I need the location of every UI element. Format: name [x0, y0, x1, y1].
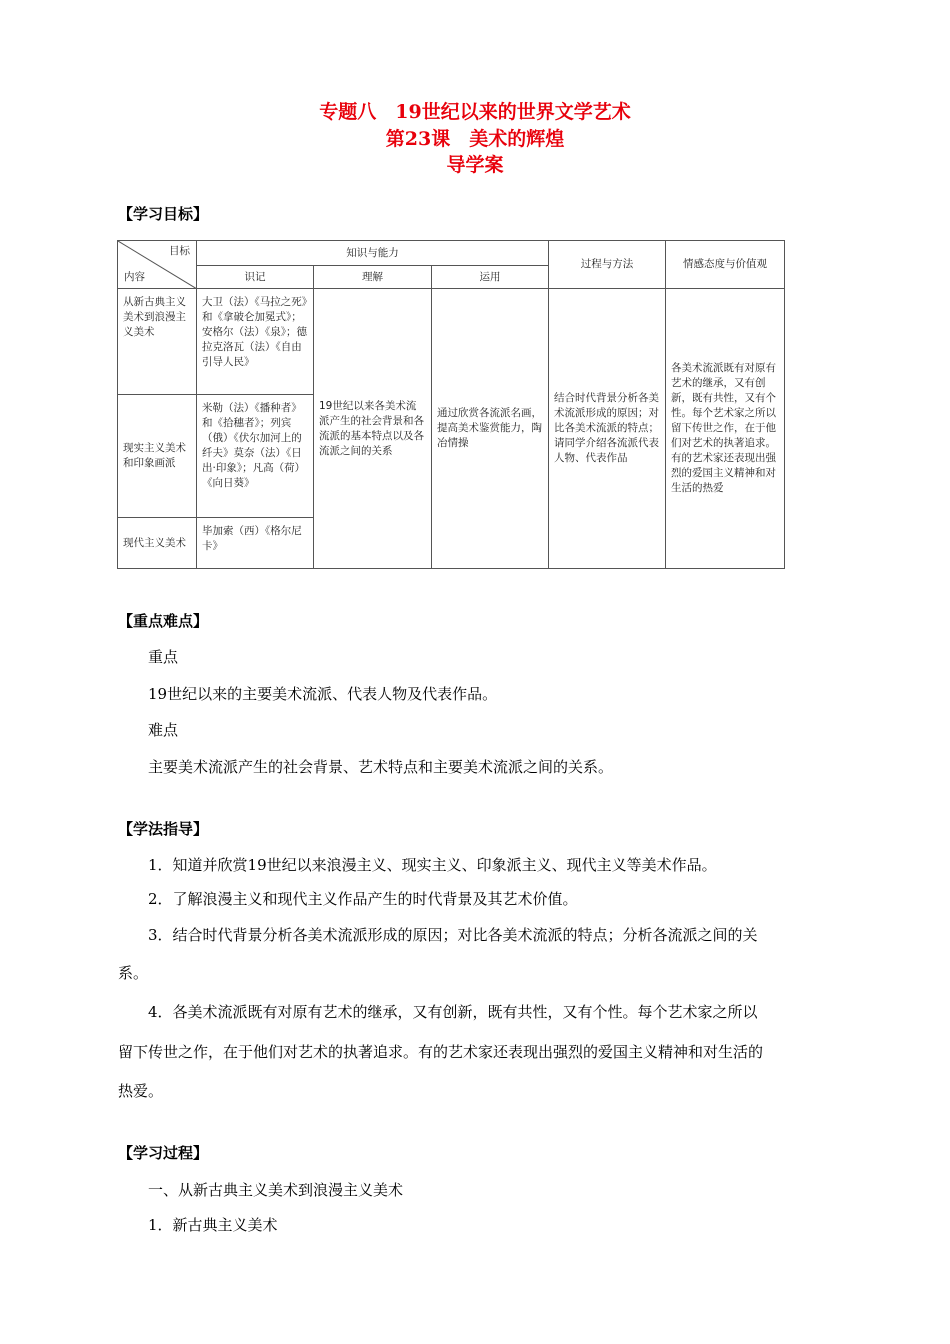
values-cell: 各美术流派既有对原有艺术的继承，又有创新，既有共性，又有个性。每个艺术家之所以留下传世之作，在于他们对艺术的执著追求。有的艺术家还表现出强烈的爱国主义精神和对生活的热爱 [666, 289, 785, 569]
content-cell-2: 现实主义美术和印象画派 [118, 395, 197, 518]
process-cell: 结合时代背景分析各美术流派形成的原因；对比各美术流派的特点；请同学介绍各流派代表人物、代表作品 [549, 289, 666, 569]
guidance-item-1: 1．知道并欣赏19世纪以来浪漫主义、现实主义、印象派主义、现代主义等美术作品。 [148, 856, 717, 874]
content-cell-1: 从新古典主义美术到浪漫主义美术 [118, 289, 197, 395]
values-header: 情感态度与价值观 [666, 241, 785, 289]
process-section-1: 一、从新古典主义美术到浪漫主义美术 [148, 1181, 404, 1199]
objectives-table [117, 240, 785, 569]
understand-cell: 19世纪以来各美术流派产生的社会背景和各流派的基本特点以及各流派之间的关系 [314, 289, 432, 569]
title-line-2: 第23课 美术的辉煌 [385, 128, 565, 150]
corner-top-label: 目标 [169, 245, 190, 257]
title-line-1: 专题八 19世纪以来的世界文学艺术 [319, 101, 631, 123]
recall-cell-3: 毕加索（西）《格尔尼卡》 [197, 518, 314, 569]
apply-cell: 通过欣赏各流派名画，提高美术鉴赏能力，陶冶情操 [432, 289, 549, 569]
difficulty-text: 主要美术流派产生的社会背景、艺术特点和主要美术流派之间的关系。 [148, 758, 614, 776]
title-line-3: 导学案 [446, 154, 504, 176]
content-cell-3: 现代主义美术 [118, 518, 197, 569]
process-heading: 【学习过程】 [118, 1144, 209, 1162]
guidance-item-3-line-2: 系。 [118, 964, 149, 982]
corner-cell [118, 241, 197, 289]
guidance-item-4-line-1: 4．各美术流派既有对原有艺术的继承，又有创新，既有共性，又有个性。每个艺术家之所以 [148, 1003, 758, 1021]
key-text: 19世纪以来的主要美术流派、代表人物及代表作品。 [148, 685, 498, 703]
process-header: 过程与方法 [549, 241, 666, 289]
guidance-heading: 【学法指导】 [118, 820, 209, 838]
recall-cell-2: 米勒（法）《播种者》和《拾穗者》；列宾（俄）《伏尔加河上的纤夫》莫奈（法）《日出·印象》；凡高（荷）《向日葵》 [197, 395, 314, 518]
apply-header: 运用 [432, 266, 549, 289]
corner-bottom-label: 内容 [124, 271, 145, 283]
key-label: 重点 [148, 648, 179, 666]
recall-cell-1: 大卫（法）《马拉之死》和《拿破仑加冕式》；安格尔（法）《泉》；德拉克洛瓦（法）《自由引导人民》 [197, 289, 314, 395]
guidance-item-3-line-1: 3．结合时代背景分析各美术流派形成的原因；对比各美术流派的特点；分析各流派之间的关 [148, 926, 758, 944]
key-points-heading: 【重点难点】 [118, 612, 209, 630]
knowledge-header: 知识与能力 [197, 241, 549, 266]
guidance-item-4-line-2: 留下传世之作，在于他们对艺术的执著追求。有的艺术家还表现出强烈的爱国主义精神和对生活的 [118, 1043, 764, 1061]
process-subsection-1: 1．新古典主义美术 [148, 1216, 278, 1234]
guidance-item-2: 2．了解浪漫主义和现代主义作品产生的时代背景及其艺术价值。 [148, 890, 578, 908]
objectives-heading: 【学习目标】 [118, 205, 209, 223]
understand-header: 理解 [314, 266, 432, 289]
guidance-item-4-line-3: 热爱。 [118, 1082, 164, 1100]
recall-header: 识记 [197, 266, 314, 289]
difficulty-label: 难点 [148, 721, 179, 739]
